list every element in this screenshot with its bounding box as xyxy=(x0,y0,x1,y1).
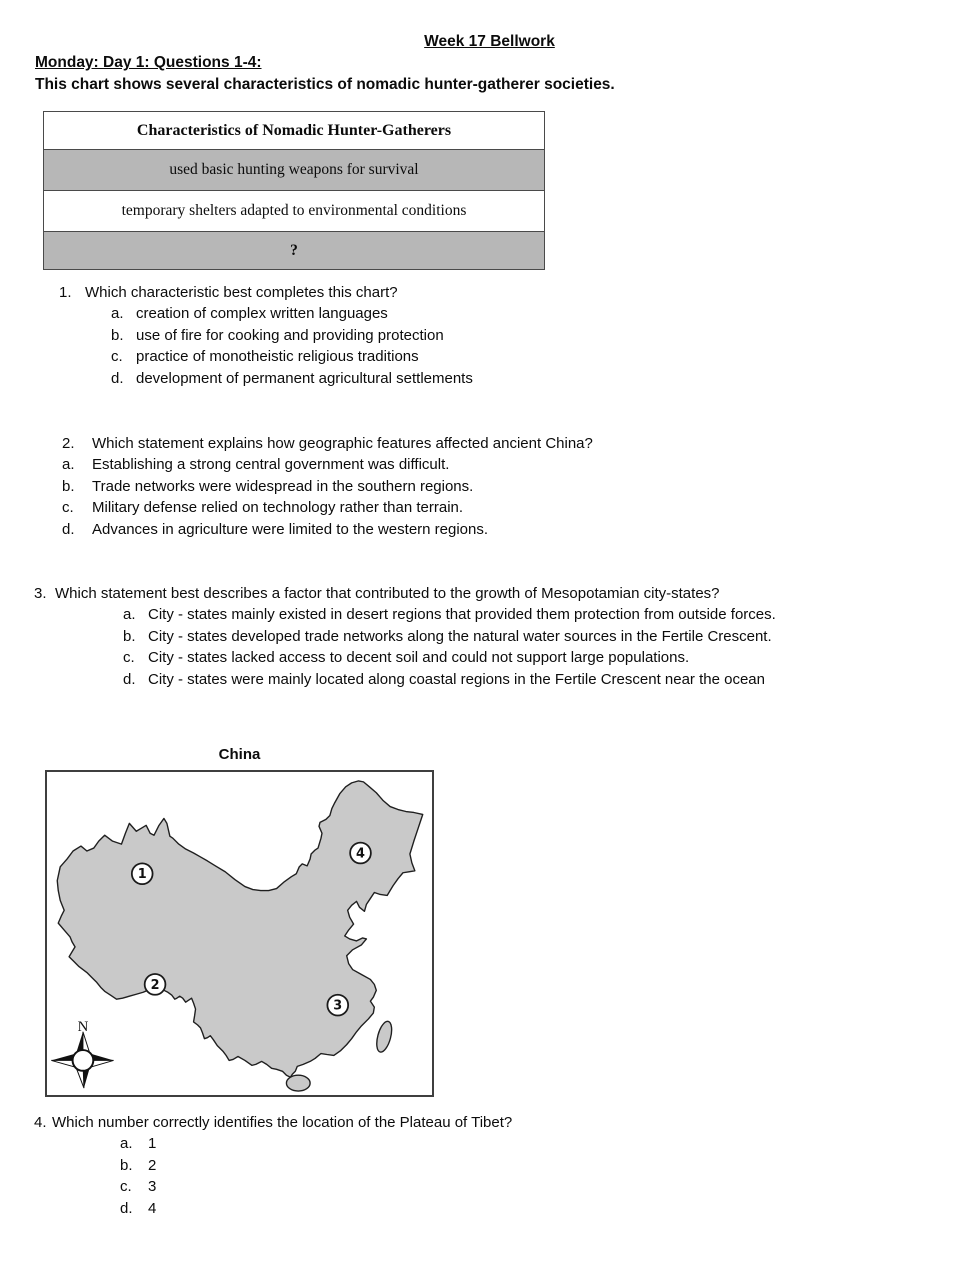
day-heading: Monday: Day 1: Questions 1-4: xyxy=(35,54,262,71)
question-line xyxy=(0,1114,979,1135)
question-line xyxy=(0,284,979,305)
option-letter: a. xyxy=(120,1135,133,1152)
map-marker-1 xyxy=(132,863,153,884)
map-marker-4 xyxy=(350,843,371,864)
option-row xyxy=(0,628,979,649)
option-text: Military defense relied on technology rather than terrain. xyxy=(92,499,464,516)
option-text: use of fire for cooking and providing protection xyxy=(136,327,444,344)
china-map-svg xyxy=(47,772,432,1095)
china-mainland-shape xyxy=(57,781,422,1077)
marker-2-label: 2 xyxy=(150,977,160,993)
option-letter: a. xyxy=(111,305,124,322)
question-text: Which characteristic best completes this chart? xyxy=(85,284,398,301)
option-letter: c. xyxy=(62,499,74,516)
option-row xyxy=(0,606,979,627)
option-text: 2 xyxy=(148,1157,157,1174)
marker-4-label: 4 xyxy=(356,846,365,862)
question-number: 3. xyxy=(34,585,47,602)
option-text: creation of complex written languages xyxy=(136,305,388,322)
option-row xyxy=(0,1178,979,1199)
question-text: Which statement best describes a factor that contributed to the growth of Mesopotamian city-states? xyxy=(55,585,720,602)
option-text: City - states developed trade networks along the natural water sources in the Fertile Crescent. xyxy=(148,628,772,645)
option-text: development of permanent agricultural settlements xyxy=(136,370,473,387)
option-letter: a. xyxy=(62,456,75,473)
table-row: used basic hunting weapons for survival xyxy=(44,149,544,190)
compass-north-label: N xyxy=(77,1018,89,1035)
option-text: 3 xyxy=(148,1178,157,1195)
question-line xyxy=(0,585,979,606)
option-text: City - states lacked access to decent soil and could not support large populations. xyxy=(148,649,690,666)
map-marker-3 xyxy=(327,995,348,1016)
option-row xyxy=(0,370,979,391)
hainan-island-shape xyxy=(286,1075,310,1091)
option-row xyxy=(0,327,979,348)
option-letter: d. xyxy=(62,521,75,538)
option-letter: d. xyxy=(123,671,136,688)
option-letter: c. xyxy=(111,348,123,365)
marker-1-label: 1 xyxy=(137,867,147,883)
option-text: Advances in agriculture were limited to the western regions. xyxy=(92,521,489,538)
option-text: 1 xyxy=(148,1135,157,1152)
question-number: 1. xyxy=(59,284,72,301)
option-text: City - states were mainly located along coastal regions in the Fertile Crescent near the ocean xyxy=(148,671,765,688)
option-text: 4 xyxy=(148,1200,157,1217)
option-row xyxy=(0,1135,979,1156)
chart-intro-text: This chart shows several characteristics of nomadic hunter-gatherer societies. xyxy=(35,76,615,93)
page-title: Week 17 Bellwork xyxy=(424,33,555,50)
table-header: Characteristics of Nomadic Hunter-Gatherers xyxy=(44,112,544,149)
option-letter: d. xyxy=(111,370,124,387)
question-text: Which number correctly identifies the location of the Plateau of Tibet? xyxy=(52,1114,513,1131)
question-line xyxy=(0,435,979,456)
option-row xyxy=(0,478,979,499)
marker-3-label: 3 xyxy=(333,998,343,1014)
question-text: Which statement explains how geographic features affected ancient China? xyxy=(92,435,593,452)
option-row xyxy=(0,671,979,692)
map-title: China xyxy=(218,746,261,763)
question-number: 2. xyxy=(62,435,75,452)
option-letter: b. xyxy=(62,478,75,495)
characteristics-table xyxy=(43,111,545,270)
option-row xyxy=(0,1157,979,1178)
option-row xyxy=(0,649,979,670)
china-map xyxy=(45,770,434,1097)
option-letter: d. xyxy=(120,1200,133,1217)
option-text: Establishing a strong central government was difficult. xyxy=(92,456,450,473)
option-letter: b. xyxy=(120,1157,133,1174)
option-row xyxy=(0,521,979,542)
taiwan-island-shape xyxy=(374,1020,395,1054)
compass-rose-icon xyxy=(51,1019,113,1088)
option-row xyxy=(0,305,979,326)
option-letter: c. xyxy=(123,649,135,666)
option-text: City - states mainly existed in desert regions that provided them protection from outside forces. xyxy=(148,606,776,623)
option-letter: a. xyxy=(123,606,136,623)
option-row xyxy=(0,499,979,520)
option-row xyxy=(0,1200,979,1221)
option-letter: b. xyxy=(123,628,136,645)
table-row: ? xyxy=(44,231,544,269)
option-row xyxy=(0,348,979,369)
question-number: 4. xyxy=(34,1114,47,1131)
option-row xyxy=(0,456,979,477)
option-text: practice of monotheistic religious traditions xyxy=(136,348,419,365)
option-text: Trade networks were widespread in the southern regions. xyxy=(92,478,474,495)
option-letter: b. xyxy=(111,327,124,344)
table-row: temporary shelters adapted to environmental conditions xyxy=(44,190,544,231)
map-marker-2 xyxy=(145,974,166,995)
option-letter: c. xyxy=(120,1178,132,1195)
